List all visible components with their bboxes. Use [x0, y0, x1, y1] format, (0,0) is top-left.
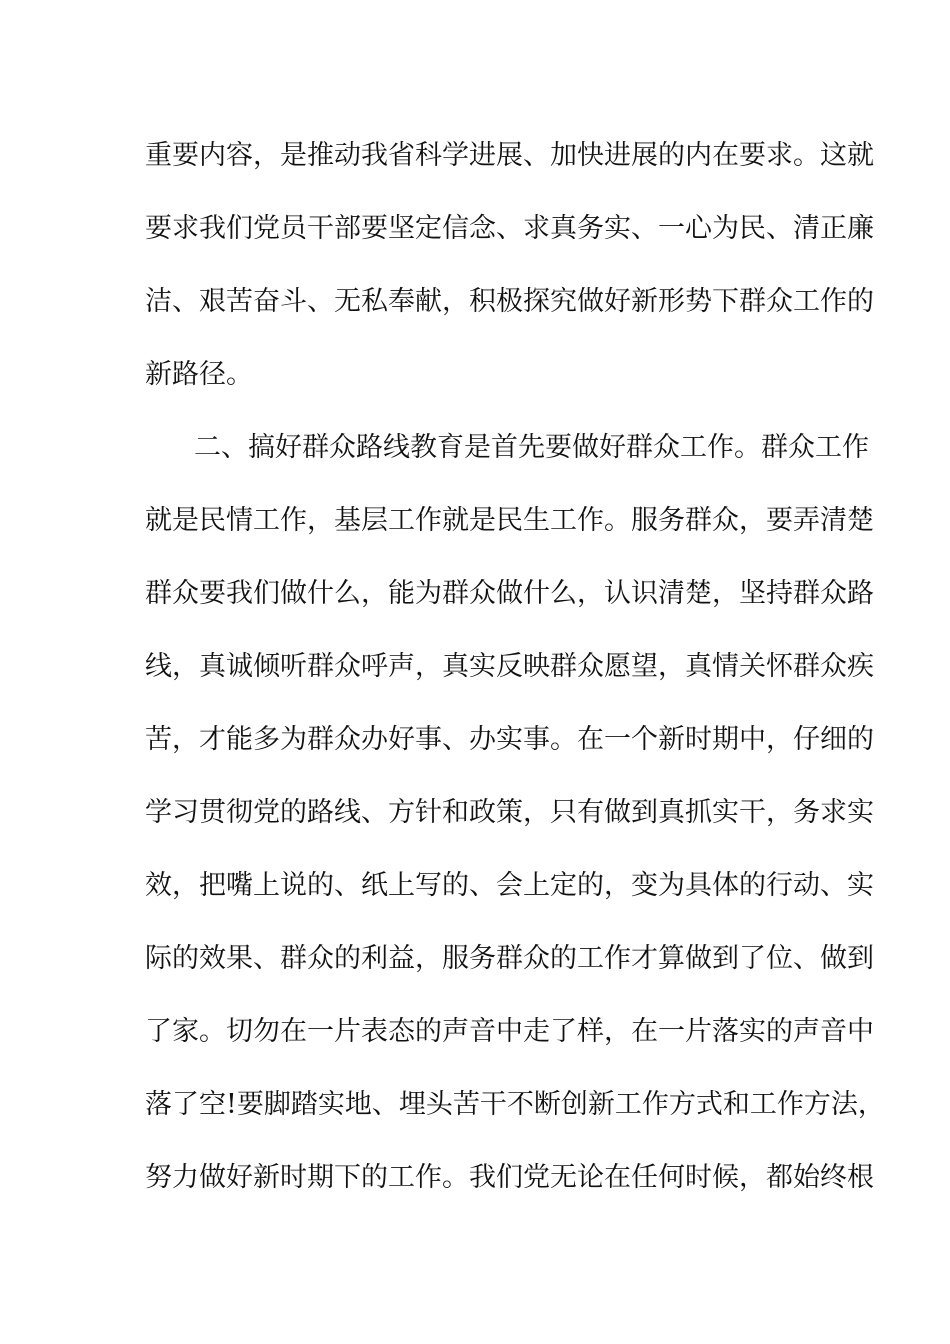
text-line: 新路径。 [145, 359, 253, 390]
text-line: 效，把嘴上说的、纸上写的、会上定的，变为具体的行动、实 [145, 870, 874, 901]
text-line: 群众要我们做什么，能为群众做什么，认识清楚，坚持群众路 [145, 578, 874, 609]
text-line: 就是民情工作，基层工作就是民生工作。服务群众，要弄清楚 [145, 505, 874, 536]
text-line: 际的效果、群众的利益，服务群众的工作才算做到了位、做到 [145, 943, 874, 974]
text-line: 重要内容，是推动我省科学进展、加快进展的内在要求。这就 [145, 140, 874, 171]
text-line: 要求我们党员干部要坚定信念、求真务实、一心为民、清正廉 [145, 213, 874, 244]
text-line: 努力做好新时期下的工作。我们党无论在任何时候，都始终根 [145, 1162, 874, 1193]
text-line: 了家。切勿在一片表态的声音中走了样，在一片落实的声音中 [145, 1016, 874, 1047]
text-line: 学习贯彻党的路线、方针和政策，只有做到真抓实干，务求实 [145, 797, 874, 828]
text-line: 二、搞好群众路线教育是首先要做好群众工作。群众工作 [194, 432, 869, 463]
text-line: 苦，才能多为群众办好事、办实事。在一个新时期中，仔细的 [145, 724, 874, 755]
text-line: 洁、艰苦奋斗、无私奉献，积极探究做好新形势下群众工作的 [145, 286, 874, 317]
text-line: 落了空!要脚踏实地、埋头苦干不断创新工作方式和工作方法， [145, 1089, 885, 1120]
document-body [145, 132, 885, 1227]
text-line: 线，真诚倾听群众呼声，真实反映群众愿望，真情关怀群众疾 [145, 651, 874, 682]
